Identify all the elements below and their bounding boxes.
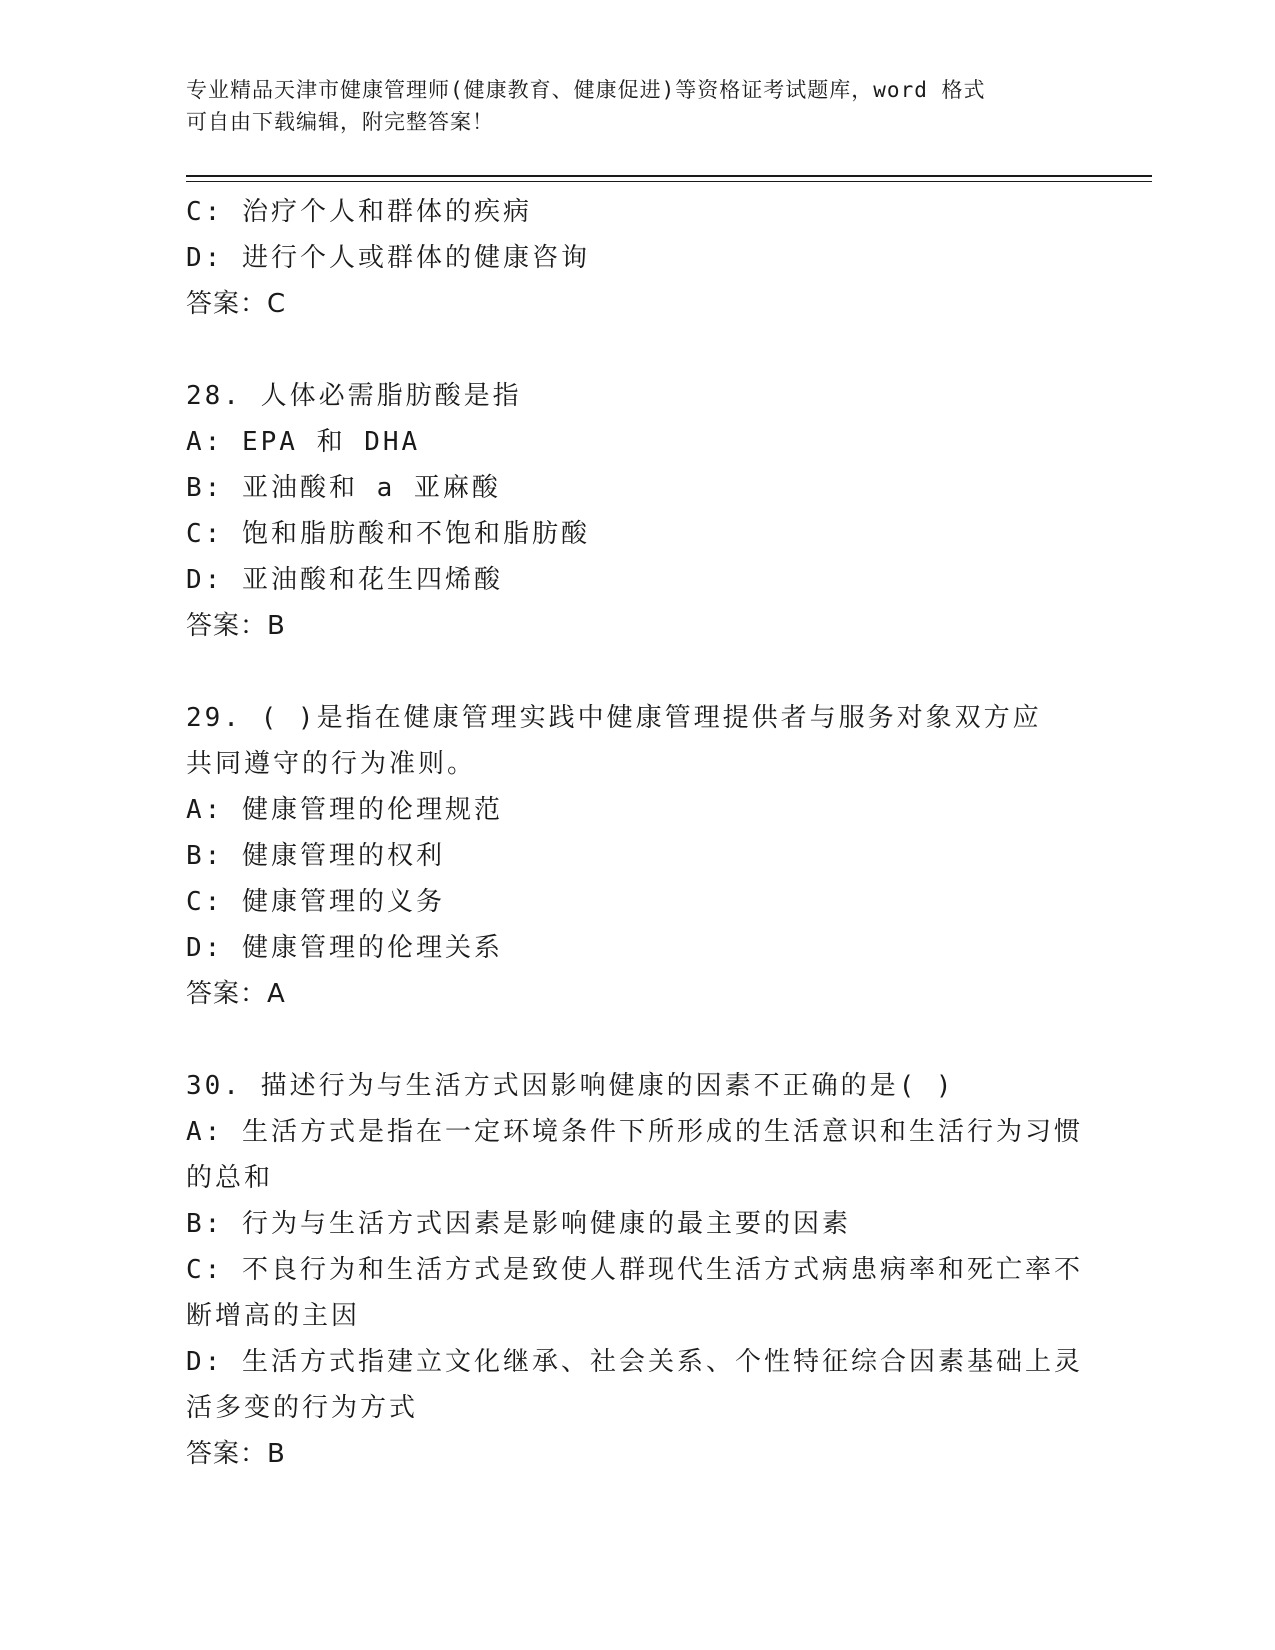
option-c-line-1: C: 不良行为和生活方式是致使人群现代生活方式病患病率和死亡率不 [186,1255,1083,1285]
option-b: B: 行为与生活方式因素是影响健康的最主要的因素 [186,1209,851,1239]
spacer [186,1017,1086,1063]
question-stem-line-2: 共同遵守的行为准则。 [186,749,477,779]
question-stem-line-1: 29. ( )是指在健康管理实践中健康管理提供者与服务对象双方应 [186,703,1042,733]
option-c-line-2: 断增高的主因 [186,1301,361,1331]
question-30 [186,1063,1086,1477]
option-d: D: 进行个人或群体的健康咨询 [186,243,590,273]
option-c: C: 治疗个人和群体的疾病 [186,197,532,227]
spacer [186,649,1086,695]
answer-line: 答案：A [186,979,286,1009]
header-divider-thick [186,175,1152,177]
option-a-line-1: A: 生活方式是指在一定环境条件下所形成的生活意识和生活行为习惯 [186,1117,1083,1147]
option-b: B: 亚油酸和 a 亚麻酸 [186,473,501,503]
answer-line: 答案：B [186,1439,286,1469]
option-d: D: 健康管理的伦理关系 [186,933,503,963]
option-a: A: 健康管理的伦理规范 [186,795,503,825]
page-header [186,74,1066,138]
question-content [186,189,1086,1477]
question-28 [186,373,1086,649]
option-d: D: 亚油酸和花生四烯酸 [186,565,503,595]
spacer [186,327,1086,373]
question-29 [186,695,1086,1017]
answer-line: 答案：B [186,611,286,641]
question-stem: 30. 描述行为与生活方式因影响健康的因素不正确的是( ) [186,1071,955,1101]
option-d-line-1: D: 生活方式指建立文化继承、社会关系、个性特征综合因素基础上灵 [186,1347,1083,1377]
header-divider-thin [186,181,1152,182]
header-title-line-2: 可自由下载编辑，附完整答案！ [186,110,494,134]
option-b: B: 健康管理的权利 [186,841,445,871]
option-d-line-2: 活多变的行为方式 [186,1393,419,1423]
option-a-line-2: 的总和 [186,1163,274,1193]
header-title-line-1: 专业精品天津市健康管理师(健康教育、健康促进)等资格证考试题库，word 格式 [186,78,986,102]
question-stem: 28. 人体必需脂肪酸是指 [186,381,522,411]
option-a: A: EPA 和 DHA [186,427,421,457]
option-c: C: 饱和脂肪酸和不饱和脂肪酸 [186,519,590,549]
question-27-continued [186,189,1086,327]
answer-line: 答案：C [186,289,287,319]
option-c: C: 健康管理的义务 [186,887,445,917]
